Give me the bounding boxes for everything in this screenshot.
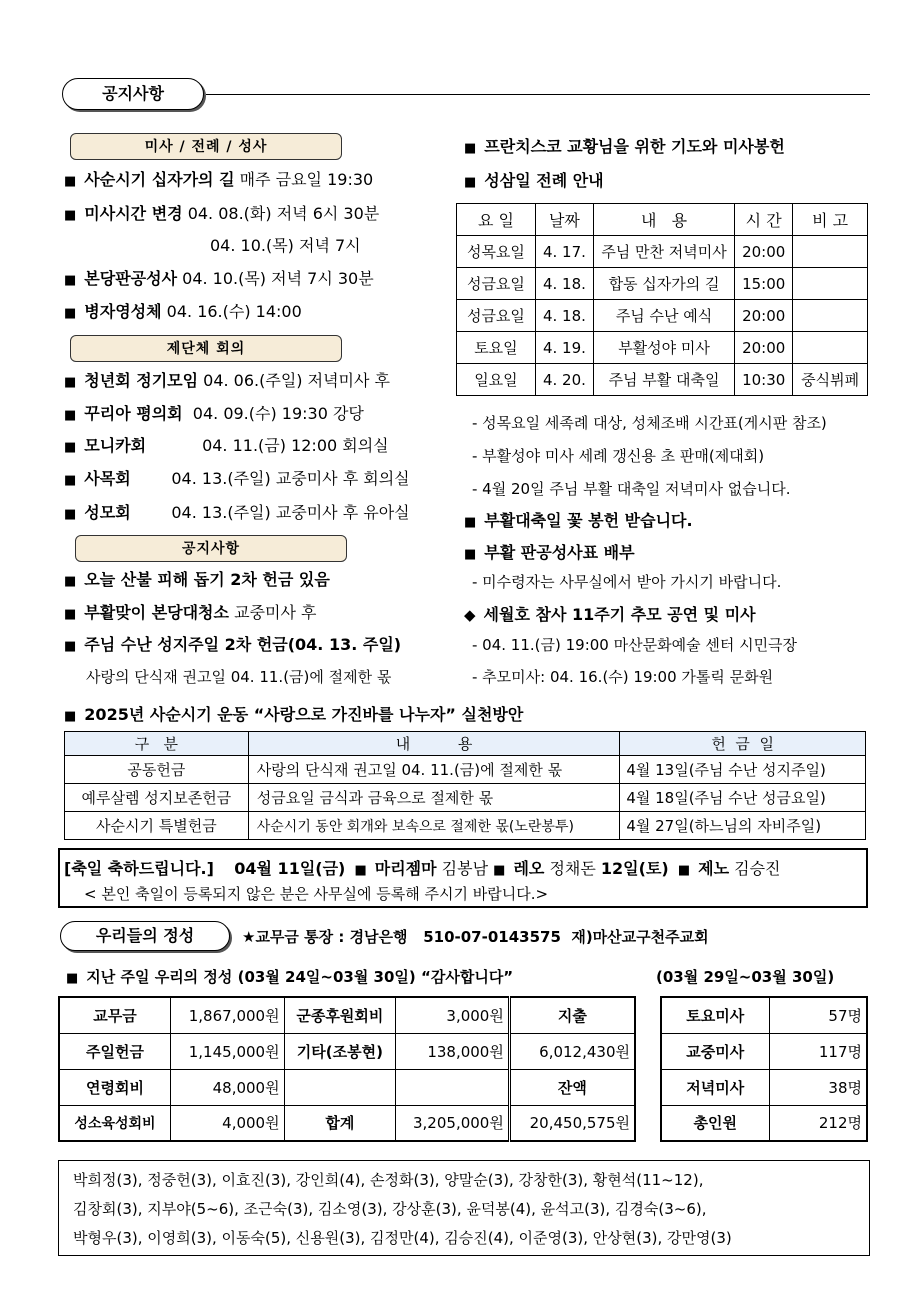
cell: 3,000원: [396, 997, 510, 1033]
lent-table: [64, 731, 866, 840]
table-row: [661, 1069, 867, 1105]
section-title-notice: 공지사항: [62, 78, 204, 110]
cell: 주님 만찬 저녁미사: [593, 236, 734, 268]
holy-week-table: [456, 203, 868, 396]
cell: 1,867,000원: [170, 997, 284, 1033]
cell: 20:00: [735, 332, 793, 364]
mass-item: ■ 병자영성체 04. 16.(수) 14:00: [64, 302, 302, 321]
table-row: [457, 300, 868, 332]
group-item: ■ 사목회 04. 13.(주일) 교중미사 후 회의실: [64, 469, 410, 488]
cell: 합계: [284, 1105, 396, 1141]
table-row: [457, 332, 868, 364]
cell: 성금요일 금식과 금육으로 절제한 몫: [248, 784, 620, 812]
cell: 성금요일: [457, 300, 536, 332]
cell: 교무금: [59, 997, 170, 1033]
holy-week-note: - 4월 20일 주님 부활 대축일 저녁미사 없습니다.: [472, 480, 791, 498]
lent-title: ■ 2025년 사순시기 운동 “사랑으로 가진바를 나누자” 실천방안: [64, 705, 524, 724]
cell: 합동 십자가의 길: [593, 268, 734, 300]
cell: 4. 18.: [535, 268, 593, 300]
group-item: ■ 성모회 04. 13.(주일) 교중미사 후 유아실: [64, 503, 410, 522]
cell: 1,145,000원: [170, 1033, 284, 1069]
section-title-offering: 우리들의 정성: [60, 921, 230, 951]
cell: 4. 19.: [535, 332, 593, 364]
donor-line: 김창회(3), 지부야(5~6), 조근숙(3), 김소영(3), 강상훈(3), 윤덕봉(4), 윤석고(3), 김경숙(3~6),: [73, 1200, 707, 1218]
mass-item: 04. 10.(목) 저녁 7시: [210, 236, 361, 255]
cell: 212명: [769, 1105, 867, 1141]
cell: 주님 부활 대축일: [593, 364, 734, 396]
col-header: 시 간: [735, 204, 793, 236]
table-row: [59, 997, 635, 1033]
cell: 저녁미사: [661, 1069, 769, 1105]
cell: 4월 27일(하느님의 자비주일): [620, 812, 866, 840]
cell: 4,000원: [170, 1105, 284, 1141]
feast-date1: 04월 11일(금): [234, 859, 346, 878]
cell: 성목요일: [457, 236, 536, 268]
account-info: ★교무금 통장 : 경남은행 510-07-0143575 재)마산교구천주교회: [242, 928, 709, 946]
cell: 군종후원회비: [284, 997, 396, 1033]
feast-box: [58, 848, 868, 908]
table-row: [457, 268, 868, 300]
cell: 사순시기 특별헌금: [65, 812, 249, 840]
offering-subtitle: ■ 지난 주일 우리의 정성 (03월 24일~03월 30일) “감사합니다”: [66, 968, 514, 986]
mass-item: ■ 사순시기 십자가의 길 매주 금요일 19:30: [64, 170, 374, 189]
group-item: ■ 모니카회 04. 11.(금) 12:00 회의실: [64, 436, 389, 455]
cell: 주님 수난 예식: [593, 300, 734, 332]
cell: 48,000원: [170, 1069, 284, 1105]
notice-sub: 사랑의 단식재 권고일 04. 11.(금)에 절제한 몫: [86, 668, 392, 686]
col-header: 구 분: [65, 732, 249, 756]
notice-item: ■ 부활맞이 본당대청소 교중미사 후: [64, 603, 317, 622]
table-row: [661, 1033, 867, 1069]
cell: 6,012,430원: [509, 1033, 635, 1069]
mass-item: ■ 본당판공성사 04. 10.(목) 저녁 7시 30분: [64, 269, 374, 288]
col-header: 요 일: [457, 204, 536, 236]
sewol-title: ◆ 세월호 참사 11주기 추모 공연 및 미사: [464, 605, 756, 624]
table-row: [59, 1033, 635, 1069]
attendance-table: [660, 996, 868, 1142]
cell: 공동헌금: [65, 756, 249, 784]
notice-item: ■ 주님 수난 성지주일 2차 헌금(04. 13. 주일): [64, 635, 402, 654]
table-row: [65, 784, 866, 812]
cell: 4. 17.: [535, 236, 593, 268]
cell: 성금요일: [457, 268, 536, 300]
cell: 성소육성회비: [59, 1105, 170, 1141]
cell: [793, 268, 868, 300]
col-header: 내 용: [593, 204, 734, 236]
cell: 38명: [769, 1069, 867, 1105]
group-item: ■ 청년회 정기모임 04. 06.(주일) 저녁미사 후: [64, 371, 390, 390]
tag-groups: 제단체 회의: [70, 335, 342, 362]
col-header: 비 고: [793, 204, 868, 236]
cell: 57명: [769, 997, 867, 1033]
feast-head: [축일 축하드립니다.]: [64, 859, 214, 878]
donor-line: 박형우(3), 이영희(3), 이동숙(5), 신용원(3), 김정만(4), 김승진(4), 이준영(3), 안상현(3), 강만영(3): [73, 1229, 732, 1247]
cell: 토요미사: [661, 997, 769, 1033]
cell: 일요일: [457, 364, 536, 396]
cell: 부활성야 미사: [593, 332, 734, 364]
cell: 4. 20.: [535, 364, 593, 396]
col-header: 내 용: [248, 732, 620, 756]
table-row: [59, 1105, 635, 1141]
cell: 20:00: [735, 300, 793, 332]
donor-line: 박희정(3), 정중헌(3), 이효진(3), 강인희(4), 손정화(3), 양말순(3), 강창한(3), 황현석(11~12),: [73, 1171, 704, 1189]
cell: [793, 300, 868, 332]
cell: 10:30: [735, 364, 793, 396]
cell: 주일헌금: [59, 1033, 170, 1069]
attendance-subtitle: (03월 29일~03월 30일): [656, 968, 835, 986]
col-header: 날짜: [535, 204, 593, 236]
feast-date2: 12일(토): [600, 859, 669, 878]
cell: 138,000원: [396, 1033, 510, 1069]
table-row: [661, 997, 867, 1033]
cell: 토요일: [457, 332, 536, 364]
cell: 4월 18일(주님 수난 성금요일): [620, 784, 866, 812]
cell: [284, 1069, 396, 1105]
mass-item: ■ 미사시간 변경 04. 08.(화) 저녁 6시 30분: [64, 204, 380, 223]
cell: 사랑의 단식재 권고일 04. 11.(금)에 절제한 몫: [248, 756, 620, 784]
confession-note: - 미수령자는 사무실에서 받아 가시기 바랍니다.: [472, 573, 782, 591]
table-row: [65, 812, 866, 840]
feast-note: < 본인 축일이 등록되지 않은 분은 사무실에 등록해 주시기 바랍니다.>: [84, 885, 549, 903]
sewol-note: - 추모미사: 04. 16.(수) 19:00 가톨릭 문화원: [472, 668, 774, 686]
donors-box: [58, 1160, 870, 1256]
flowers-notice: ■ 부활대축일 꽃 봉헌 받습니다.: [464, 511, 693, 530]
holy-week-title: ■ 성삼일 전례 안내: [464, 171, 604, 190]
header-rule: [206, 94, 870, 95]
finance-table: [58, 996, 636, 1142]
cell: 20:00: [735, 236, 793, 268]
cell: 연령회비: [59, 1069, 170, 1105]
cell: 3,205,000원: [396, 1105, 510, 1141]
cell: 사순시기 동안 회개와 보속으로 절제한 몫(노란봉투): [248, 812, 620, 840]
holy-week-note: - 부활성야 미사 세례 갱신용 초 판매(제대회): [472, 447, 765, 465]
table-row: [59, 1069, 635, 1105]
cell: 잔액: [509, 1069, 635, 1105]
sewol-note: - 04. 11.(금) 19:00 마산문화예술 센터 시민극장: [472, 636, 798, 654]
cell: [793, 332, 868, 364]
cell: [396, 1069, 510, 1105]
cell: 중식뷔페: [793, 364, 868, 396]
table-row: [65, 756, 866, 784]
tag-mass: 미사 / 전례 / 성사: [70, 133, 342, 160]
holy-week-note: - 성목요일 세족례 대상, 성체조배 시간표(게시판 참조): [472, 414, 827, 432]
cell: 총인원: [661, 1105, 769, 1141]
table-row: [457, 364, 868, 396]
notice-item: ■ 오늘 산불 피해 돕기 2차 헌금 있음: [64, 570, 330, 589]
cell: 4월 13일(주님 수난 성지주일): [620, 756, 866, 784]
table-row: [457, 236, 868, 268]
cell: 교중미사: [661, 1033, 769, 1069]
cell: [793, 236, 868, 268]
cell: 지출: [509, 997, 635, 1033]
cell: 20,450,575원: [509, 1105, 635, 1141]
table-row: [661, 1105, 867, 1141]
cell: 4. 18.: [535, 300, 593, 332]
cell: 기타(조봉현): [284, 1033, 396, 1069]
cell: 15:00: [735, 268, 793, 300]
col-header: 헌 금 일: [620, 732, 866, 756]
cell: 예루살렘 성지보존헌금: [65, 784, 249, 812]
group-item: ■ 꾸리아 평의회 04. 09.(수) 19:30 강당: [64, 404, 364, 423]
tag-notice: 공지사항: [75, 535, 347, 562]
pope-prayer: ■ 프란치스코 교황님을 위한 기도와 미사봉헌: [464, 137, 785, 156]
feast-line: [축일 축하드립니다.] 04월 11일(금) ■ 마리젬마 김봉남 ■ 레오 정채돈 12일(토) ■ 제노 김승진: [64, 859, 781, 878]
cell: 117명: [769, 1033, 867, 1069]
confession-title: ■ 부활 판공성사표 배부: [464, 543, 635, 562]
